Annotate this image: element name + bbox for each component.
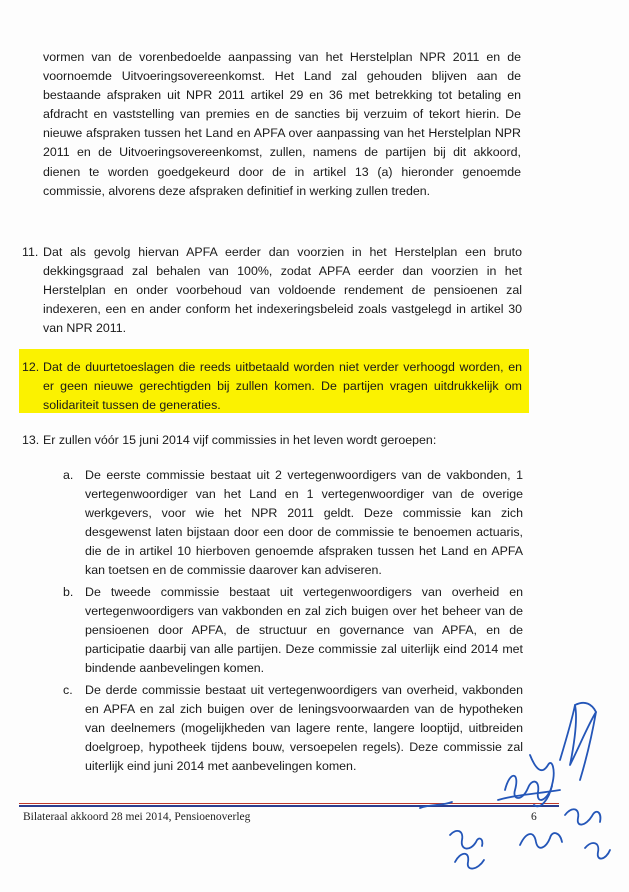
sub-item-text: De derde commissie bestaat uit vertegenwoordigers van overheid, vakbonden en APFA en zal zich buigen over de leningsvoorwaarden van de hypotheken van deelnemers (mogelijkheden van lagere rente, langere looptijd, uitbreiden doelgroep, hypotheek tijdens bouw, versoepelen regels). Deze commissie zal uiterlijk eind juni 2014 met aanbevelingen komen.: [85, 683, 523, 774]
signature-1-stroke: [505, 776, 552, 800]
sub-item-letter: b.: [63, 585, 74, 599]
item-text: Dat de duurtetoeslagen die reeds uitbetaald worden niet verder verhoogd worden, en er geen nieuwe gerechtigden bij zullen komen. De partijen vragen uitdrukkelijk om solidariteit tussen de generaties.: [43, 360, 522, 413]
item-text: Dat als gevolg hiervan APFA eerder dan voorzien in het Herstelplan een bruto dekkingsgraad zal behalen van 100%, zodat APFA eerder dan voorzien in het Herstelplan en onder voorbehoud van voldoende rendement de pensioenen zal indexeren, een en ander conform het indexeringsbeleid zoals vastgelegd in artikel 30 van NPR 2011.: [43, 245, 522, 336]
footer-rule-blue: [19, 805, 559, 807]
footer-rule-red: [19, 803, 559, 804]
initials-stroke: [455, 854, 484, 869]
initials-stroke: [450, 831, 482, 849]
signature-1-stroke: [498, 790, 560, 800]
footer-text: Bilateraal akkoord 28 mei 2014, Pensioenoverleg: [23, 811, 251, 823]
page-number: 6: [531, 811, 537, 823]
signature-3-stroke: [530, 755, 554, 806]
signature-2-stroke: [560, 705, 596, 780]
signature-2-stroke: [575, 703, 596, 712]
item-text: Er zullen vóór 15 juni 2014 vijf commissies in het leven wordt geroepen:: [43, 433, 437, 447]
item-number: 11.: [22, 245, 39, 259]
sub-item-letter: a.: [63, 468, 74, 482]
sub-item-letter: c.: [63, 683, 73, 697]
sub-item-text: De eerste commissie bestaat uit 2 vertegenwoordigers van de vakbonden, 1 vertegenwoordiger van het Land en 1 vertegenwoordiger van de overige werkgevers, voor wie het NPR 2011 geldt. Deze commissie kan zich desgewenst laten bijstaan door een door de commissie te benoemen actuaris, die de in artikel 10 hierboven genoemde afspraken tussen het Land en APFA kan toetsen en de commissie daarover kan adviseren.: [85, 468, 523, 578]
item-number: 13.: [22, 433, 40, 447]
sub-item-text: De tweede commissie bestaat uit vertegenwoordigers van overheid en vertegenwoordigers van vakbonden en zal zich buigen over het beheer van de pensioenen door APFA, de structuur en governance van APFA, en de participatie daarbij van alle partijen. Deze commissie zal uiterlijk eind 2014 met bindende aanbevelingen komen.: [85, 585, 523, 676]
continuation-paragraph: vormen van de vorenbedoelde aanpassing van het Herstelplan NPR 2011 en de voornoemde Uitvoeringsovereenkomst. Het Land zal gehouden blijven aan de bestaande afspraken uit NPR 2011 artikel 29 en 36 met betrekking tot betaling en afdracht en vaststelling van premies en de sancties bij verzuim of tekort hierin. De nieuwe afspraken tussen het Land en APFA over aanpassing van het Herstelplan NPR 2011 en de Uitvoeringsovereenkomst, zullen, namens de partijen bij dit akkoord, dienen te worden goedgekeurd door de in artikel 13 (a) hieronder genoemde commissie, alvorens deze afspraken definitief in werking zullen treden.: [43, 50, 521, 198]
initials-stroke: [520, 833, 562, 848]
initials-stroke: [585, 843, 610, 859]
item-number: 12.: [22, 360, 40, 374]
initials-stroke: [565, 809, 600, 824]
